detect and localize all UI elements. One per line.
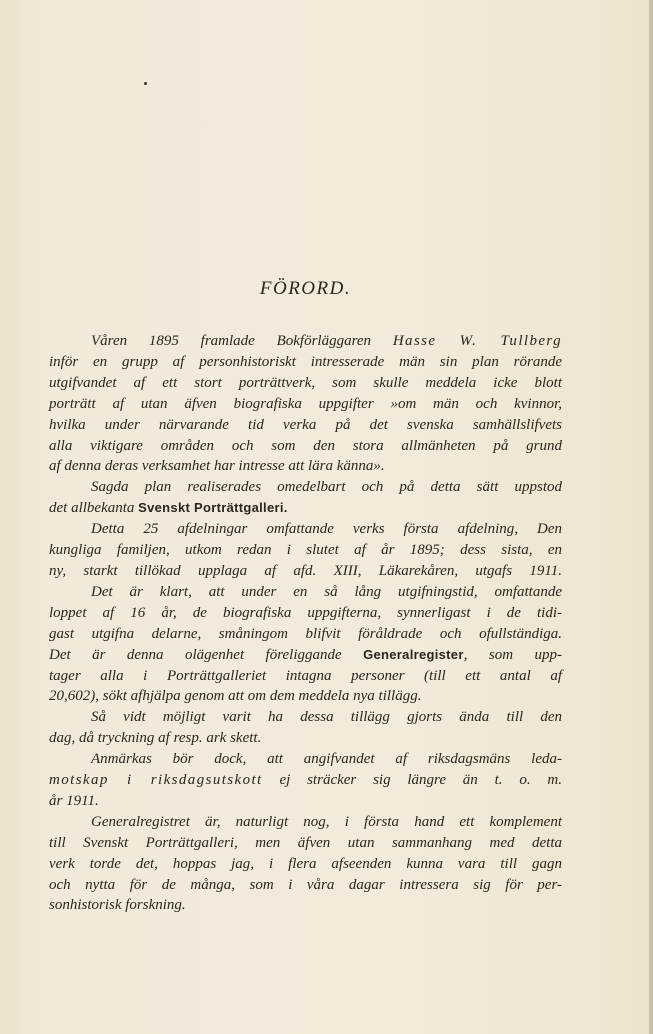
page-title: FÖRORD. [259, 278, 352, 299]
text-line: porträtt af utan äfven biografiska uppgifter »om män och kvinnor, [49, 395, 562, 412]
text-run: Det är denna olägenhet föreliggande [49, 646, 364, 663]
ink-speck [144, 82, 147, 85]
text-line: till Svenskt Porträttgalleri, men äfven utan sammanhang med detta [49, 834, 562, 851]
text-run: , som upp- [463, 646, 562, 663]
text-line: utgifvandet af ett stort porträttverk, som skulle meddela icke blott [49, 374, 562, 391]
text-line: sonhistorisk forskning. [49, 897, 186, 914]
text-line [49, 770, 562, 791]
text-line [49, 645, 562, 666]
text-line: ny, starkt tillökad upplaga af afd. XIII, Läkarekåren, utgafs 1911. [49, 562, 562, 579]
text-line: verk torde det, hoppas jag, i flera afseenden kunna vara till gagn [49, 855, 562, 872]
gallery-title: Svenskt Porträttgalleri. [138, 500, 288, 516]
text-line: 20,602), sökt afhjälpa genom att om dem meddela nya tillägg. [49, 688, 422, 705]
text-line: gast utgifna delarne, småningom blifvit föråldrade och ofullständiga. [49, 625, 562, 642]
page-edge [649, 0, 653, 1034]
foreword-text [49, 331, 562, 916]
register-title: Generalregister [363, 646, 464, 662]
text-line: Detta 25 afdelningar omfattande verks första afdelning, Den [91, 521, 562, 538]
text-line [49, 331, 562, 352]
text-line: dag, då tryckning af resp. ark skett. [49, 730, 262, 747]
text-run: det allbekanta [49, 500, 139, 517]
text-line: inför en grupp af personhistoriskt intresserade män sin plan rörande [49, 353, 562, 370]
text-line: Det är klart, att under en så lång utgifningstid, omfattande [91, 583, 562, 600]
text-line: Så vidt möjligt varit ha dessa tillägg gjorts ända till den [91, 709, 562, 726]
text-line: hvilka under närvarande tid verka på det svenska samhällslifvets [49, 416, 562, 433]
text-line [49, 498, 562, 519]
text-line: Anmärkas bör dock, att angifvandet af riksdagsmäns leda- [91, 751, 562, 768]
text-line: kungliga familjen, utkom redan i slutet af år 1895; dess sista, en [49, 542, 562, 559]
text-run: ej sträcker sig längre än t. o. m. [262, 772, 563, 789]
text-line: af denna deras verksamhet har intresse att lära känna». [49, 458, 385, 475]
text-line: år 1911. [49, 792, 99, 809]
text-run: Våren 1895 framlade Bokförläggaren [91, 333, 393, 349]
text-line: Sagda plan realiserades omedelbart och på detta sätt uppstod [91, 479, 562, 496]
publisher-name: Hasse W. Tullberg [392, 333, 562, 349]
text-line: alla viktigare områden och som den stora allmänheten på grund [49, 437, 562, 454]
text-line: och nytta för de många, som i våra dagar intressera sig för per- [49, 876, 562, 893]
text-line: loppet af 16 år, de biografiska uppgifterna, synnerligast i de tidi- [49, 604, 562, 621]
text-line: Generalregistret är, naturligt nog, i första hand ett komplement [91, 813, 562, 830]
spaced-text: motskap i riksdagsutskott [49, 772, 263, 789]
text-line: tager alla i Porträttgalleriet intagna personer (till ett antal af [49, 667, 562, 684]
